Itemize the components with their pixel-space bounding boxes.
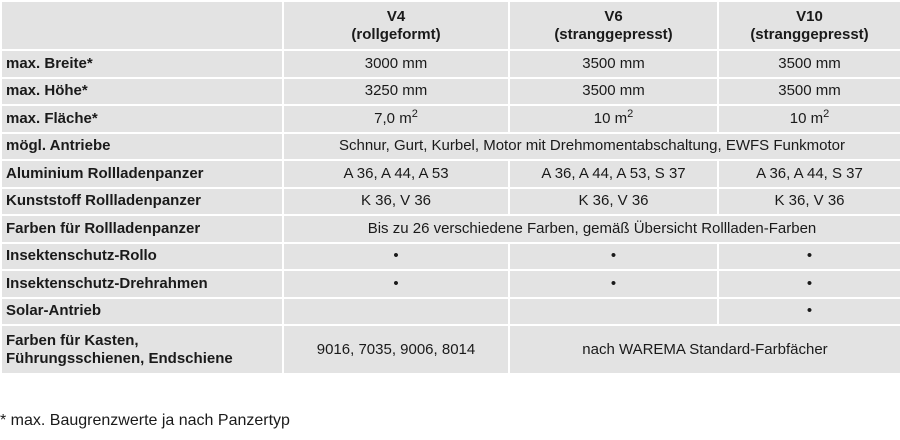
cell-v4: 3000 mm [284, 51, 508, 77]
cell-v4: A 36, A 44, A 53 [284, 161, 508, 187]
cell-v10: • [719, 271, 900, 297]
table-row [2, 189, 900, 215]
header-row [2, 2, 900, 49]
row-label: Farben für Rollladenpanzer [2, 216, 282, 242]
header-v10-sub: (stranggepresst) [750, 25, 869, 43]
footnote: * max. Baugrenzwerte ja nach Panzertyp [0, 412, 290, 429]
header-v4-sub: (rollgeformt) [351, 25, 441, 43]
table-row [2, 51, 900, 77]
table-row [2, 271, 900, 297]
table-row [2, 299, 900, 325]
row-label: Insektenschutz-Rollo [2, 244, 282, 270]
table-row [2, 326, 900, 373]
table-row [2, 161, 900, 187]
cell-v4: • [284, 271, 508, 297]
cell-v6: • [510, 244, 717, 270]
header-v6-sub: (stranggepresst) [554, 25, 673, 43]
header-v6 [510, 2, 717, 49]
cell-v4: 3250 mm [284, 79, 508, 105]
row-label: Solar-Antrieb [2, 299, 282, 325]
cell-v10-value: 10 m [789, 109, 824, 127]
header-v4 [284, 2, 508, 49]
exponent: 2 [823, 107, 830, 120]
row-label: max. Breite* [2, 51, 282, 77]
header-v4-name: V4 [386, 7, 406, 25]
cell-merged: nach WAREMA Standard-Farbfächer [510, 326, 900, 373]
cell-v6: A 36, A 44, A 53, S 37 [510, 161, 717, 187]
row-label-line2: Führungsschienen, Endschiene [6, 349, 233, 367]
cell-v10: K 36, V 36 [719, 189, 900, 215]
row-label: Aluminium Rollladenpanzer [2, 161, 282, 187]
cell-v4-value: 7,0 m [374, 109, 412, 127]
cell-v4: • [284, 244, 508, 270]
header-corner [2, 2, 282, 49]
cell-merged: Schnur, Gurt, Kurbel, Motor mit Drehmomentabschaltung, EWFS Funkmotor [284, 134, 900, 160]
cell-v10 [719, 106, 900, 132]
cell-v6: 3500 mm [510, 79, 717, 105]
cell-v6: 3500 mm [510, 51, 717, 77]
row-label: max. Höhe* [2, 79, 282, 105]
row-label: Kunststoff Rollladenpanzer [2, 189, 282, 215]
row-label: Insektenschutz-Drehrahmen [2, 271, 282, 297]
cell-v10: • [719, 244, 900, 270]
cell-v6-value: 10 m [593, 109, 628, 127]
table-row [2, 106, 900, 132]
cell-v4 [284, 299, 508, 325]
cell-v10: • [719, 299, 900, 325]
header-v10 [719, 2, 900, 49]
cell-v6: • [510, 271, 717, 297]
header-v6-name: V6 [604, 7, 623, 25]
row-label: max. Fläche* [2, 106, 282, 132]
cell-v10: 3500 mm [719, 79, 900, 105]
header-v10-name: V10 [796, 7, 823, 25]
row-label-line1: Farben für Kasten, [6, 331, 139, 349]
table-row [2, 134, 900, 160]
table-row [2, 216, 900, 242]
cell-v6: K 36, V 36 [510, 189, 717, 215]
cell-v4 [284, 106, 508, 132]
cell-v10: 3500 mm [719, 51, 900, 77]
cell-v4: K 36, V 36 [284, 189, 508, 215]
table-row [2, 79, 900, 105]
cell-v4: 9016, 7035, 9006, 8014 [284, 326, 508, 373]
cell-v6 [510, 299, 717, 325]
row-label [2, 326, 282, 373]
table-row [2, 244, 900, 270]
cell-v6 [510, 106, 717, 132]
exponent: 2 [411, 107, 418, 120]
row-label: mögl. Antriebe [2, 134, 282, 160]
exponent: 2 [627, 107, 634, 120]
cell-merged: Bis zu 26 verschiedene Farben, gemäß Übersicht Rollladen-Farben [284, 216, 900, 242]
cell-v10: A 36, A 44, S 37 [719, 161, 900, 187]
